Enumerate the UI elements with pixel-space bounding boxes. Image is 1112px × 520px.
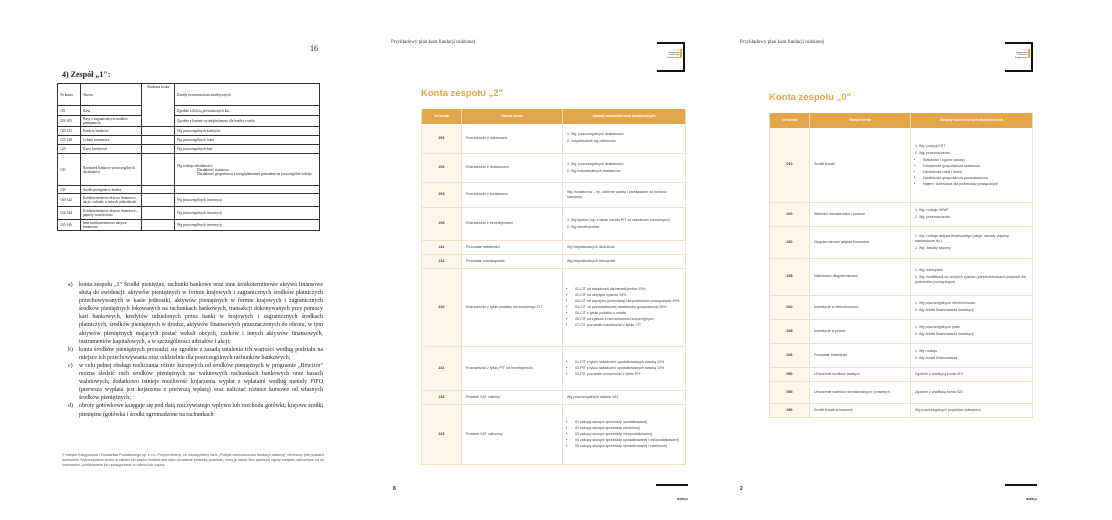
rule-line: 1. Wg. wierzycieli: [915, 268, 943, 272]
account-number: 130: [58, 154, 81, 186]
rule-bullet: • 06-CIT od zysków z nieruchomości komercyjnych: [575, 317, 681, 322]
rule-line: 2. Wg. zasady wyceny: [915, 245, 951, 250]
account-rule: Wg indywidualnych wierzycieli: [563, 254, 686, 268]
rule-bullet: • 03-PIT pozostałe rozrachunki z tytułu PIT: [575, 372, 681, 377]
account-number: 080: [770, 403, 810, 417]
table-row: [58, 127, 320, 136]
list-label: b): [68, 346, 73, 353]
rule-line: 2. Wg źródła finansowania inwestycji: [915, 332, 974, 336]
page-title: Konta zespołu „0": [769, 92, 852, 103]
account-name: Rozrachunki z dostawcami: [462, 153, 563, 182]
account-number: 101: [58, 106, 81, 116]
list-label: c): [68, 362, 73, 369]
table-header-row: [58, 84, 320, 106]
page-number: 8: [393, 486, 396, 492]
logo-text: i Doradztwa: [1016, 54, 1027, 57]
table-row: [770, 258, 1033, 295]
paragraph-text: konta środków pieniężnych prowadzi się zgodnie z zasadą ustalenia ich wartości według podziału na miejsce ich przechowywania oraz oddzielnie dla poszczególnych rachunków bankowych;: [79, 346, 323, 361]
table-row: [422, 153, 686, 182]
account-number: 046: [770, 343, 810, 367]
account-number: 020: [770, 202, 810, 226]
rule-line: 1. Wg poszczególnych praw: [915, 325, 960, 329]
table-row: [58, 207, 320, 220]
list-label: a): [68, 282, 73, 288]
account-rule: [911, 343, 1033, 367]
header-cell: Nazwa konta: [462, 109, 563, 124]
list-item: [68, 362, 323, 402]
accounts-table-group-0: [769, 113, 1033, 418]
rule-bullet: • 05 zakupy służące sprzedaży opodatkowanej i zwolnionej: [575, 444, 681, 449]
rule-line: 2. Wg źródła finansowania inwestycji: [915, 308, 974, 312]
account-name: Podatek VAT należny: [462, 390, 563, 404]
table-header-row: [422, 109, 686, 124]
header-cell: Zasady tworzenia kont analitycznych: [175, 84, 320, 106]
logo-text: Podatkowego: [1014, 56, 1027, 59]
account-name: Kasy z zagranicznych środków pieniężnych: [81, 116, 142, 127]
account-name: Podatek VAT naliczony: [462, 404, 563, 464]
rule-bullet: • 01-CIT od świadczeń dla beneficjentów 15%: [575, 287, 681, 292]
logo-text: Instytut: [1020, 49, 1027, 51]
footer-brand: [1005, 484, 1037, 505]
rule-line: 1. Wg. rodzaju aktywa finansowego (akcje, udziały, papiery wartościowe itp.): [915, 233, 1009, 243]
table-header-row: [770, 113, 1033, 128]
rule-bullet: • 07-CIT pozostałe rozrachunki z tytułu CIT: [575, 323, 681, 328]
table-row: [422, 182, 686, 207]
rule-bullet: • 02 zakupy służące sprzedaży zwolnionej: [575, 426, 681, 431]
account-name: Pozostałe należności: [462, 240, 563, 254]
account-rule: Wg poszczególnych projektów (zakupów): [911, 403, 1033, 417]
account-rule: [911, 258, 1033, 295]
account-rule: Wg poszczególnych kart: [175, 145, 320, 154]
structure-cell: [142, 127, 175, 136]
section-title: 4) Zespół „1":: [62, 70, 111, 79]
account-name: Pozostałe inwestycje: [810, 343, 911, 367]
table-row: [422, 346, 686, 390]
table-row: [770, 367, 1033, 381]
logo-text: i Doradztwa: [668, 54, 679, 57]
account-number: 201: [422, 124, 462, 153]
account-number: 045: [770, 319, 810, 343]
rule-bullet: • 02-CIT od ukrytych zysków 15%: [575, 293, 681, 298]
rule-subitem: Działalność gospodarcza z uwzględnieniem podziałem na poszczególne rodzaje: [197, 171, 312, 176]
copyright-footnote: © Instytut Księgowości i Doradztwa Podatkowego sp. z o.o. Przypominamy, że udostępniony wzór „Polityki rachunkowości fundacji rodzinnej" chroniony jest prawami autorskimi. Wykorzystanie wzoru w całości lub części możliwe jest tylko na własne potrzeby podmiotu, który je nabył. Bez pisemnej zgody Instytutu zabronione są ich kopiowanie, publikowanie lub udostępnianie w całości lub części.: [62, 453, 325, 467]
account-rule: [911, 202, 1033, 226]
header-cell: Nr konta: [422, 109, 462, 124]
account-number: 035: [770, 258, 810, 295]
table-row: [422, 390, 686, 404]
account-name: Długoterminowe aktywa finansowe: [810, 226, 911, 258]
footer-brand: [656, 484, 688, 505]
account-rule: Zgodnie z ilością prowadzonych kas: [175, 106, 320, 116]
rule-bullet: • 03 zakupy służące sprzedaży nieopodatkowanej: [575, 432, 681, 437]
document-page-2: [730, 0, 1112, 520]
rule-bullet: • 01-PIT z tytułu świadczeń opodatkowanych stawką 10%: [575, 360, 681, 365]
table-row: [58, 106, 320, 116]
account-number: 102-105: [58, 116, 81, 127]
account-rule: [563, 346, 686, 390]
rule-bullet: • 01 zakupy służące sprzedaży opodatkowanej: [575, 420, 681, 425]
account-rule: Wg indywidualnych dłużników: [563, 240, 686, 254]
accounts-table-group-1: [57, 83, 320, 231]
rule-bullet: • Najem i dzierżawa dla podmiotów powiązanych: [923, 182, 1028, 187]
table-row: [58, 145, 320, 154]
rule-subitem: Działalność statutowa: [197, 167, 229, 172]
table-row: [58, 136, 320, 145]
paragraph-text: konta zespołu „1" Środki pieniężne, rachunki bankowe oraz inne krótkoterminowe aktywa finansowe służą do ewidencji: aktywów pieniężnych w formie krajowych i zagranicznych środków płatniczych przechowywanych w kasie jednostki, aktywów pieniężnych w formie krajowych i zagranicznych środków pieniężnych lokowanych na rachunkach bankowych, transakcji dokonywanych przy pomocy kart bankowych, kredytów udzielonych przez banki w krajowych i zagranicznych środkach płatniczych, środków pieniężnych w drodze, aktywów finansowych przeznaczonych do obrotu, w tym aktywów pieniężnych mających postać weksli obcych, czeków i innych aktywów finansowych, instrumentów kapitałowych, a w szczególności udziałów i akcji;: [79, 282, 323, 345]
account-name: Środki trwałe: [810, 128, 911, 202]
account-number: 220: [422, 268, 462, 346]
table-row: [422, 240, 686, 254]
structure-cell: [142, 207, 175, 220]
rule-line: 1. Wg. poszczególnych działalności: [567, 132, 624, 137]
rule-line: 2. Wg. kwalifikacji do ukrytych zysków (przeterminowane pożyczki dla podmiotów powiązanych): [915, 275, 1026, 284]
rule-bullet: • Działalność gospodarcza pozaustawowa: [923, 176, 1028, 181]
rule-line: 1. Wg. poszczególnych działalności: [567, 161, 624, 166]
account-name: Rozrachunki z tytułu podatku dochodowego CIT: [462, 268, 563, 346]
account-name: Rozrachunki z fundatorem: [462, 182, 563, 207]
table-row: [422, 404, 686, 464]
account-name: Krótkoterminowe aktywa finansowe – papiery wartościowe: [81, 207, 142, 220]
account-name: Wartości niematerialne i prawne: [810, 202, 911, 226]
table-row: [58, 116, 320, 127]
table-row: [422, 124, 686, 153]
account-number: 140-142: [58, 194, 81, 207]
header-cell: Nr konta: [58, 84, 81, 106]
account-number: 040: [770, 295, 810, 319]
table-row: [770, 343, 1033, 367]
account-name: Kasa: [81, 106, 142, 116]
logo-text: Księgowości: [1015, 51, 1027, 54]
account-name: Środki pieniężne w drodze: [81, 186, 142, 194]
table-row: [770, 128, 1033, 202]
table-row: [770, 226, 1033, 258]
account-rule: Wg poszczególnych kredytów: [175, 127, 320, 136]
structure-cell: [142, 220, 175, 231]
table-row: [422, 207, 686, 240]
institute-logo: [1005, 42, 1033, 72]
running-header: Przykładowy plan kont fundacji rodzinnej: [740, 40, 825, 45]
account-number: 202: [422, 153, 462, 182]
account-number: 125-128: [58, 136, 81, 145]
table-row: [58, 154, 320, 186]
rule-line: 2. Wg. przeznaczenia:: [915, 150, 951, 155]
table-row: [770, 381, 1033, 403]
account-number: 050: [770, 367, 810, 381]
account-rule: [175, 154, 320, 186]
account-rule: Wg poszczególnych inwestycji: [175, 220, 320, 231]
table-row: [770, 319, 1033, 343]
rule-bullet: • 03-CIT od wynajmu (dzierżawy) dla podmiotów powiązanych 19%: [575, 299, 681, 304]
structure-cell: [142, 154, 175, 186]
account-rule: [563, 268, 686, 346]
account-name: Umorzenie środków trwałych: [810, 367, 911, 381]
brand-text: IKIDP.pl: [676, 496, 688, 501]
account-name: Inwestycje w nieruchomości: [810, 295, 911, 319]
account-number: 211: [422, 240, 462, 254]
account-rule: [911, 128, 1033, 202]
rule-bullet: • 02-PIT z tytułu świadczeń opodatkowanych stawką 15%: [575, 366, 681, 371]
account-number: 145-146: [58, 220, 81, 231]
list-item: [68, 281, 323, 346]
account-name: Krótkoterminowe aktywa finansowe, akcje i udziały w innych jednostkach: [81, 194, 142, 207]
rule-bullet: • Statutowe i ogólne zasady: [923, 158, 1028, 163]
paragraph-text: w celu pełnej obsługi rozliczania różnic kursowych od środków pieniężnych w programie „Rewizor" można śledzić ruch środków pieniężnych na walutowych rachunkach bankowych oraz kasach walutowych; dodatkowo istnieje możliwość kojarzenia wypłat z wpłatami według metody FIFO (pierwsza wypłata jest kojarzona z pierwszą wpłatą) oraz naliczać różnice kursowe od własnych środków pieniężnych;: [79, 362, 323, 402]
account-name: Karty kredytowe: [81, 145, 142, 154]
account-number: 055: [770, 381, 810, 403]
account-name: Należności długoterminowe: [810, 258, 911, 295]
account-rule: Wg poszczególnych inwestycji: [175, 194, 320, 207]
rule-line: 2. Wg. przeznaczenia: [915, 215, 950, 219]
header-cell: Struktura konta: [142, 84, 175, 127]
account-number: 212: [422, 254, 462, 268]
table-row: [770, 403, 1033, 417]
rule-line: Wg. fundatorów – np. należne wpłaty i przekazanie na fundusz statutowy: [567, 189, 667, 199]
rule-text: Wg rodzaju działalności:: [177, 163, 213, 168]
document-page-16: [0, 0, 370, 520]
account-rule: Zgodnie z analityką konta 020: [911, 381, 1033, 403]
account-name: Rozrachunki z tytułu PIT od beneficjentów: [462, 346, 563, 390]
list-item: [68, 402, 323, 418]
account-rule: Wg poszczególnych lokat: [175, 136, 320, 145]
brand-text: IKIDP.pl: [1025, 496, 1037, 501]
list-label: d): [68, 403, 73, 410]
account-name: Środki trwałe w budowie: [810, 403, 911, 417]
table-row: [58, 194, 320, 207]
account-number: 010: [770, 128, 810, 202]
account-number: 223: [422, 404, 462, 464]
account-rule: [175, 186, 320, 194]
rule-line: 2. Wg beneficjentów: [567, 224, 600, 229]
structure-cell: [142, 145, 175, 154]
account-rule: Wg poszczególnych stawek VAT: [563, 390, 686, 404]
rule-bullet: • 04-CIT od pozaustawowej działalności gospodarczej 25%: [575, 305, 681, 310]
account-number: 120-125: [58, 127, 81, 136]
page-title: Konta zespołu „2": [421, 88, 504, 99]
account-name: Lokaty terminowe: [81, 136, 142, 145]
paragraph-text: obroty gotówkowe księguje się pod datą rzeczywistego wpływu lub rozchodu gotówki; krajowe środki pieniężne (gotówka i środki zgromadzone na rachunkach: [79, 403, 323, 418]
logo-text: Księgowości: [667, 51, 679, 54]
table-row: [770, 295, 1033, 319]
account-rule: [563, 404, 686, 464]
list-item: [68, 346, 323, 362]
header-cell: Nazwa konta: [810, 113, 911, 128]
header-cell: Nazwa: [81, 84, 142, 106]
table-row: [770, 202, 1033, 226]
rule-line: 2. Wg indywidualnych dostawców: [567, 168, 621, 173]
account-rule: Zgodnie z analityką konta 010: [911, 367, 1033, 381]
header-cell: Nr konta: [770, 113, 810, 128]
rule-line: 1. Wg rodzaju: [915, 349, 938, 353]
account-name: Pozostałe zobowiązania: [462, 254, 563, 268]
account-rule: [911, 226, 1033, 258]
account-number: 221: [422, 346, 462, 390]
table-row: [58, 220, 320, 231]
account-rule: Wg poszczególnych inwestycji: [175, 207, 320, 220]
account-rule: [563, 207, 686, 240]
account-rule: [911, 295, 1033, 319]
account-rule: [911, 319, 1033, 343]
account-name: Inne krótkoterminowe aktywa finansowe: [81, 220, 142, 231]
account-number: 222: [422, 390, 462, 404]
document-page-8: [370, 0, 730, 520]
account-rule: [563, 182, 686, 207]
rule-bullet: • Działalność gospodarcza ustawowa: [923, 164, 1028, 169]
rule-bullet: • 05-CIT z tytułu podatku u źródła: [575, 311, 681, 316]
header-cell: Zasady tworzenia kont analitycznych: [911, 113, 1033, 128]
rule-line: 1. Wg. rodzaju WNiP: [915, 208, 949, 212]
structure-cell: [142, 186, 175, 194]
body-paragraphs: [68, 281, 323, 419]
account-name: Inwestycje w prawa: [810, 319, 911, 343]
account-name: Umorzenie wartości niematerialnych i prawnych: [810, 381, 911, 403]
account-rule: Zgodnie z kasami wyodrębnionymi dla każdej z walut: [175, 116, 320, 127]
rule-line: 1. Wg. pozycji KŚT: [915, 143, 946, 148]
table-row: [58, 186, 320, 194]
rule-bullet: • 04 zakupy służące sprzedaży opodatkowanej i nieopodatkowanej: [575, 438, 681, 443]
rule-line: 1. Wg poszczególnych nieruchomości.: [915, 301, 977, 305]
logo-text: Podatkowego: [666, 56, 679, 59]
structure-cell: [142, 136, 175, 145]
table-row: [422, 268, 686, 346]
page-number: 2: [740, 486, 743, 492]
logo-text: Instytut: [672, 49, 679, 51]
page-number: 16: [310, 44, 318, 53]
account-number: 142-144: [58, 207, 81, 220]
rule-line: 2. Wg źródeł finansowania: [915, 356, 958, 360]
account-name: Rozrachunki z beneficjentami: [462, 207, 563, 240]
accounts-table-group-2: [421, 109, 686, 465]
running-header: Przykładowy plan kont fundacji rodzinnej: [391, 40, 476, 45]
account-number: 129: [58, 145, 81, 154]
account-rule: [563, 124, 686, 153]
account-name: Rachunek bankowy poszczególnych działalności: [81, 154, 142, 186]
account-number: 030: [770, 226, 810, 258]
header-cell: Zasady tworzenia kont analitycznych: [563, 109, 686, 124]
account-number: 139: [58, 186, 81, 194]
account-name: Kredyty bankowe: [81, 127, 142, 136]
rule-line: 2. Indywidualnie wg odbiorców: [567, 139, 616, 144]
rule-bullet: • Działalność rolna i leśna: [923, 170, 1028, 175]
account-rule: [563, 153, 686, 182]
institute-logo: [657, 42, 685, 72]
table-row: [422, 254, 686, 268]
rule-line: 1. Wg tytułów (np. z tytułu zwrotu PIT ze świadczeń rzeczowych): [567, 217, 670, 222]
structure-cell: [142, 194, 175, 207]
account-number: 203: [422, 182, 462, 207]
account-name: Rozrachunki z odbiorcami: [462, 124, 563, 153]
account-number: 204: [422, 207, 462, 240]
